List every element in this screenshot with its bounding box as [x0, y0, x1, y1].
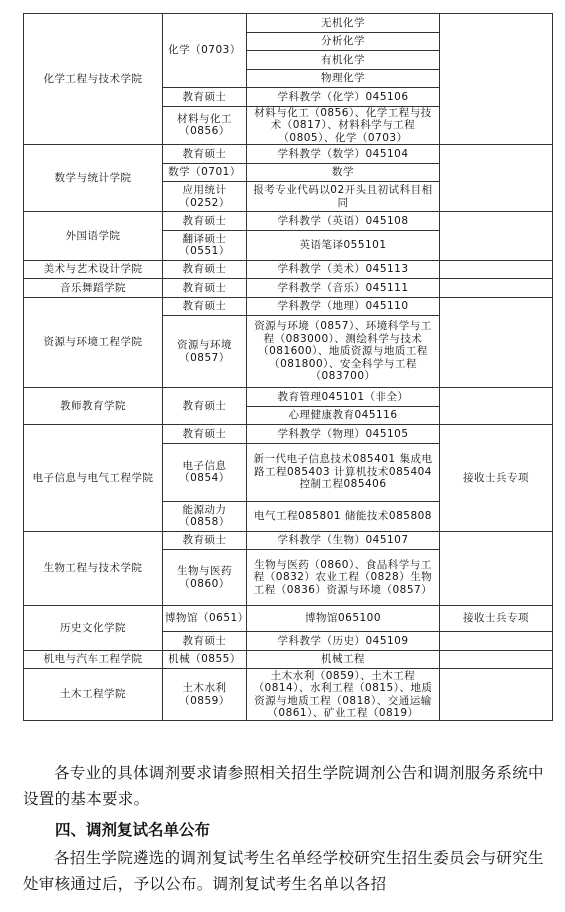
section-heading: 四、调剂复试名单公布 — [55, 821, 211, 839]
table-cell: 博物馆065100 — [247, 606, 440, 632]
table-cell: 电子信息（0854） — [163, 443, 247, 501]
table-row — [24, 606, 553, 632]
table-cell: 教育硕士 — [163, 297, 247, 316]
table-cell: 生物与医药（0860）、食品科学与工程（0832）农业工程（0828）生物工程（0836）资源与环境（0857） — [247, 550, 440, 606]
adjustment-table — [23, 13, 553, 721]
table-cell: 报考专业代码以02开头且初试科目相同 — [247, 182, 440, 212]
table-row — [24, 388, 553, 407]
table-cell: 材料与化工（0856） — [163, 106, 247, 145]
table-row — [24, 425, 553, 444]
table-cell: 生物与医药（0860） — [163, 550, 247, 606]
table-cell: 分析化学 — [247, 32, 440, 51]
table-cell: 土木工程学院 — [24, 669, 163, 721]
table-cell: 物理化学 — [247, 69, 440, 88]
table-cell: 英语笔译055101 — [247, 230, 440, 260]
table-cell — [440, 388, 553, 425]
table-cell — [440, 260, 553, 279]
table-cell: 资源与环境（0857）、环境科学与工程（083000）、测绘科学与技术（081600）、地质资源与地质工程（081800）、安全科学与工程（083700） — [247, 316, 440, 388]
table-cell — [440, 145, 553, 212]
table-cell: 教育硕士 — [163, 279, 247, 298]
table-cell: 学科教学（化学）045106 — [247, 88, 440, 107]
table-cell: 外国语学院 — [24, 212, 163, 261]
table-cell: 机械（0855） — [163, 650, 247, 669]
table-cell: 教育硕士 — [163, 145, 247, 164]
table-cell — [440, 650, 553, 669]
table-cell: 接收士兵专项 — [440, 425, 553, 532]
table-cell — [440, 212, 553, 261]
table-cell: 土木水利（0859）、土木工程（0814）、水利工程（0815）、地质资源与地质工程（0818）、交通运输（0861）、矿业工程（0819） — [247, 669, 440, 721]
table-row — [24, 279, 553, 298]
table-cell — [440, 14, 553, 145]
table-row — [24, 145, 553, 164]
table-cell: 学科教学（生物）045107 — [247, 531, 440, 550]
table-cell: 教师教育学院 — [24, 388, 163, 425]
table-cell: 应用统计（0252） — [163, 182, 247, 212]
table-cell — [440, 297, 553, 388]
table-cell: 教育硕士 — [163, 212, 247, 231]
table-cell: 机械工程 — [247, 650, 440, 669]
table-row — [24, 260, 553, 279]
table-cell — [440, 531, 553, 606]
table-cell: 资源与环境工程学院 — [24, 297, 163, 388]
table-cell: 有机化学 — [247, 51, 440, 70]
table-cell: 心理健康教育045116 — [247, 406, 440, 425]
table-cell: 数学 — [247, 163, 440, 182]
table-cell: 美术与艺术设计学院 — [24, 260, 163, 279]
table-cell: 翻译硕士（0551） — [163, 230, 247, 260]
table-cell: 能源动力（0858） — [163, 501, 247, 531]
table-cell: 学科教学（物理）045105 — [247, 425, 440, 444]
table-cell: 学科教学（数学）045104 — [247, 145, 440, 164]
table-cell: 教育管理045101（非全） — [247, 388, 440, 407]
table-cell: 学科教学（地理）045110 — [247, 297, 440, 316]
table-cell: 数学与统计学院 — [24, 145, 163, 212]
table-row — [24, 212, 553, 231]
table-cell: 电子信息与电气工程学院 — [24, 425, 163, 532]
table-cell: 教育硕士 — [163, 388, 247, 425]
table-cell: 化学（0703） — [163, 14, 247, 88]
table-cell: 教育硕士 — [163, 531, 247, 550]
table-row — [24, 531, 553, 550]
table-cell: 新一代电子信息技术085401 集成电路工程085403 计算机技术085404 控制工程085406 — [247, 443, 440, 501]
table-cell: 音乐舞蹈学院 — [24, 279, 163, 298]
table-cell: 博物馆（0651） — [163, 606, 247, 632]
table-cell: 材料与化工（0856）、化学工程与技术（0817）、材料科学与工程（0805）、化学（0703） — [247, 106, 440, 145]
table-cell: 学科教学（历史）045109 — [247, 632, 440, 651]
table-cell: 化学工程与技术学院 — [24, 14, 163, 145]
table-cell: 学科教学（英语）045108 — [247, 212, 440, 231]
table-cell: 教育硕士 — [163, 88, 247, 107]
table-cell: 学科教学（美术）045113 — [247, 260, 440, 279]
table-cell — [440, 632, 553, 651]
table-cell: 教育硕士 — [163, 632, 247, 651]
table-cell: 接收士兵专项 — [440, 606, 553, 632]
table-cell: 生物工程与技术学院 — [24, 531, 163, 606]
table-cell: 教育硕士 — [163, 260, 247, 279]
table-cell — [440, 279, 553, 298]
table-row — [24, 650, 553, 669]
table-cell: 电气工程085801 储能技术085808 — [247, 501, 440, 531]
table-cell: 数学（0701） — [163, 163, 247, 182]
table-cell: 教育硕士 — [163, 425, 247, 444]
table-cell: 历史文化学院 — [24, 606, 163, 651]
paragraph-list-publication: 各招生学院遴选的调剂复试考生名单经学校研究生招生委员会与研究生处审核通过后，予以公布。调剂复试考生名单以各招 — [23, 849, 544, 893]
paragraph-adjustment-requirements: 各专业的具体调剂要求请参照相关招生学院调剂公告和调剂服务系统中设置的基本要求。 — [23, 764, 544, 808]
table-cell — [440, 669, 553, 721]
table-row — [24, 669, 553, 721]
table-row — [24, 14, 553, 33]
table-cell: 土木水利（0859） — [163, 669, 247, 721]
table-cell: 机电与汽车工程学院 — [24, 650, 163, 669]
table-cell: 无机化学 — [247, 14, 440, 33]
table-row — [24, 297, 553, 316]
table-cell: 资源与环境（0857） — [163, 316, 247, 388]
table-cell: 学科教学（音乐）045111 — [247, 279, 440, 298]
